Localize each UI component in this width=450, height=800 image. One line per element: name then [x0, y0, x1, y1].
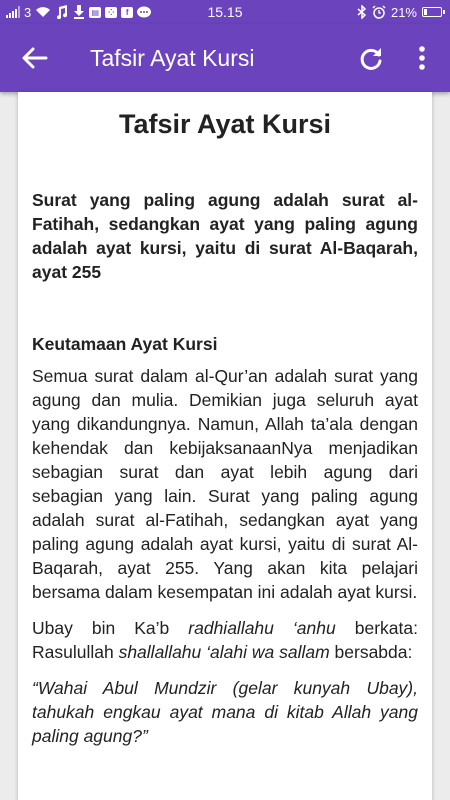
paragraph-1: Semua surat dalam al-Qur’an adalah surat yang agung dan mulia. Demikian juga seluruh ayat yang dikandungnya. Namun, Allah ta’ala dengan kehendak dan kebijaksanaanNya menjadikan sebagian surat dan ayat lebih agung dari sebagian yang lain. Surat yang paling agung adalah surat al-Fatihah, sedangkan ayat yang paling agung adalah ayat kursi, yaitu di surat Al-Baqarah, ayat 255. Yang akan kita pelajari bersama dalam kesempatan ini adalah ayat kursi. — [32, 366, 418, 602]
app-bar-title: Tafsir Ayat Kursi — [90, 45, 255, 71]
bbm-icon: ⁘ — [105, 7, 117, 18]
status-right-icons — [357, 3, 442, 21]
alarm-icon — [372, 5, 386, 19]
article-content — [18, 92, 432, 748]
hadith-quote: “Wahai Abul Mundzir (gelar kunyah Ubay), tahukah engkau ayat mana di kitab Allah yang paling agung?” — [32, 678, 418, 746]
paragraph-2-text: Ubay bin Ka’b — [32, 618, 189, 638]
message-icon: ▤ — [89, 7, 101, 18]
section-heading: Keutamaan Ayat Kursi — [32, 334, 218, 354]
battery-fill — [424, 9, 427, 15]
paragraph-2-honorific: radhiallahu ‘anhu — [188, 618, 336, 638]
back-arrow-icon[interactable] — [20, 44, 50, 72]
refresh-icon[interactable] — [356, 43, 386, 73]
paragraph-2 — [32, 616, 418, 664]
paragraph-2-text: bersabda: — [329, 642, 413, 662]
article-title: Tafsir Ayat Kursi — [118, 109, 332, 139]
facebook-icon: f — [121, 7, 133, 18]
status-time: 15.15 — [207, 4, 243, 20]
article-intro: Surat yang paling agung adalah surat al-Fatihah, sedangkan ayat yang paling agung adalah ayat kursi, yaitu di surat Al-Baqarah, ayat 255 — [32, 190, 418, 282]
more-vert-icon[interactable] — [410, 44, 434, 72]
bluetooth-icon — [357, 5, 367, 19]
battery-icon — [422, 7, 442, 17]
article-card[interactable] — [18, 92, 432, 800]
paragraph-2-text: berkata: Rasulullah — [32, 618, 418, 662]
paragraph-2-honorific: shallallahu ‘alahi wa sallam — [118, 642, 330, 662]
network-label: 3 — [24, 4, 32, 20]
status-bar — [0, 0, 450, 24]
app-bar — [0, 24, 450, 92]
battery-percent: 21% — [390, 4, 417, 20]
